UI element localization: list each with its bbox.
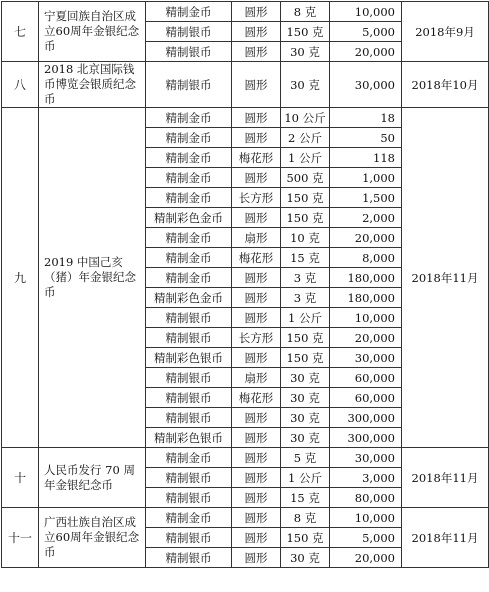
coin-weight: 30 克 [281, 388, 330, 408]
coin-material: 精制金币 [146, 108, 232, 128]
issue-date: 2018年11月 [402, 508, 489, 568]
coin-quantity: 80,000 [330, 488, 402, 508]
coin-material: 精制银币 [146, 488, 232, 508]
coin-shape: 圆形 [232, 348, 281, 368]
coin-material: 精制金币 [146, 2, 232, 22]
coin-material: 精制银币 [146, 22, 232, 42]
coin-quantity: 60,000 [330, 388, 402, 408]
coin-weight: 30 克 [281, 368, 330, 388]
coin-shape: 圆形 [232, 528, 281, 548]
coin-shape: 梅花形 [232, 388, 281, 408]
coin-material: 精制金币 [146, 168, 232, 188]
coin-weight: 150 克 [281, 348, 330, 368]
coin-quantity: 10,000 [330, 508, 402, 528]
table-row [2, 2, 489, 22]
group-number: 十 [2, 448, 39, 508]
coin-shape: 梅花形 [232, 248, 281, 268]
coin-material: 精制银币 [146, 368, 232, 388]
coin-weight: 3 克 [281, 268, 330, 288]
coin-quantity: 20,000 [330, 328, 402, 348]
coin-material: 精制金币 [146, 508, 232, 528]
coin-material: 精制金币 [146, 228, 232, 248]
table-row [2, 108, 489, 128]
coin-weight: 10 公斤 [281, 108, 330, 128]
table-row [2, 508, 489, 528]
coin-quantity: 30,000 [330, 62, 402, 108]
coin-quantity: 20,000 [330, 42, 402, 62]
coin-quantity: 60,000 [330, 368, 402, 388]
coin-quantity: 2,000 [330, 208, 402, 228]
coin-material: 精制银币 [146, 408, 232, 428]
coin-material: 精制彩色金币 [146, 288, 232, 308]
coin-weight: 1 公斤 [281, 148, 330, 168]
coin-material: 精制银币 [146, 388, 232, 408]
coin-material: 精制金币 [146, 188, 232, 208]
group-number: 九 [2, 108, 39, 448]
coin-weight: 1 公斤 [281, 468, 330, 488]
coin-shape: 圆形 [232, 208, 281, 228]
coin-weight: 150 克 [281, 22, 330, 42]
table-row [2, 448, 489, 468]
coin-quantity: 30,000 [330, 448, 402, 468]
coin-weight: 500 克 [281, 168, 330, 188]
coin-material: 精制金币 [146, 448, 232, 468]
coin-quantity: 5,000 [330, 528, 402, 548]
coin-material: 精制银币 [146, 528, 232, 548]
coin-shape: 长方形 [232, 188, 281, 208]
coin-shape: 圆形 [232, 408, 281, 428]
coin-shape: 圆形 [232, 62, 281, 108]
coin-material: 精制彩色银币 [146, 348, 232, 368]
coin-shape: 圆形 [232, 288, 281, 308]
table-body [2, 2, 489, 568]
coin-weight: 1 公斤 [281, 308, 330, 328]
coin-material: 精制金币 [146, 248, 232, 268]
table-row [2, 62, 489, 108]
coin-weight: 150 克 [281, 528, 330, 548]
coin-material: 精制银币 [146, 308, 232, 328]
group-number: 八 [2, 62, 39, 108]
coin-quantity: 30,000 [330, 348, 402, 368]
coin-weight: 3 克 [281, 288, 330, 308]
coin-weight: 30 克 [281, 42, 330, 62]
coin-material: 精制银币 [146, 42, 232, 62]
coin-weight: 150 克 [281, 328, 330, 348]
coin-quantity: 1,000 [330, 168, 402, 188]
coin-weight: 30 克 [281, 408, 330, 428]
coin-quantity: 20,000 [330, 548, 402, 568]
coin-weight: 15 克 [281, 488, 330, 508]
coin-weight: 30 克 [281, 62, 330, 108]
coin-shape: 圆形 [232, 2, 281, 22]
coin-shape: 圆形 [232, 468, 281, 488]
coin-weight: 15 克 [281, 248, 330, 268]
coin-weight: 5 克 [281, 448, 330, 468]
group-number: 十一 [2, 508, 39, 568]
coin-quantity: 50 [330, 128, 402, 148]
coin-project-name: 宁夏回族自治区成立60周年金银纪念币 [39, 2, 146, 62]
coin-material: 精制金币 [146, 268, 232, 288]
coin-weight: 2 公斤 [281, 128, 330, 148]
coin-material: 精制银币 [146, 62, 232, 108]
coin-material: 精制银币 [146, 468, 232, 488]
coin-shape: 圆形 [232, 548, 281, 568]
coin-shape: 长方形 [232, 328, 281, 348]
coin-shape: 圆形 [232, 508, 281, 528]
issue-date: 2018年9月 [402, 2, 489, 62]
coin-shape: 圆形 [232, 488, 281, 508]
coin-material: 精制彩色银币 [146, 428, 232, 448]
coin-shape: 圆形 [232, 428, 281, 448]
coin-shape: 扇形 [232, 368, 281, 388]
coin-shape: 圆形 [232, 268, 281, 288]
coin-quantity: 1,500 [330, 188, 402, 208]
issue-date: 2018年10月 [402, 62, 489, 108]
coin-quantity: 300,000 [330, 428, 402, 448]
coin-issuance-table [1, 1, 489, 568]
coin-quantity: 180,000 [330, 268, 402, 288]
coin-weight: 8 克 [281, 2, 330, 22]
coin-shape: 圆形 [232, 108, 281, 128]
coin-shape: 圆形 [232, 128, 281, 148]
coin-shape: 圆形 [232, 448, 281, 468]
coin-quantity: 118 [330, 148, 402, 168]
group-number: 七 [2, 2, 39, 62]
issue-date: 2018年11月 [402, 108, 489, 448]
coin-weight: 150 克 [281, 188, 330, 208]
coin-shape: 扇形 [232, 228, 281, 248]
coin-weight: 150 克 [281, 208, 330, 228]
coin-shape: 梅花形 [232, 148, 281, 168]
coin-quantity: 300,000 [330, 408, 402, 428]
coin-quantity: 10,000 [330, 2, 402, 22]
coin-material: 精制金币 [146, 148, 232, 168]
coin-weight: 10 克 [281, 228, 330, 248]
coin-material: 精制银币 [146, 328, 232, 348]
issue-date: 2018年11月 [402, 448, 489, 508]
coin-shape: 圆形 [232, 308, 281, 328]
coin-shape: 圆形 [232, 168, 281, 188]
coin-weight: 30 克 [281, 548, 330, 568]
coin-project-name: 人民币发行 70 周年金银纪念币 [39, 448, 146, 508]
coin-material: 精制金币 [146, 128, 232, 148]
coin-material: 精制彩色金币 [146, 208, 232, 228]
coin-project-name: 广西壮族自治区成立60周年金银纪念币 [39, 508, 146, 568]
coin-quantity: 18 [330, 108, 402, 128]
coin-project-name: 2019 中国己亥（猪）年金银纪念币 [39, 108, 146, 448]
coin-quantity: 20,000 [330, 228, 402, 248]
coin-shape: 圆形 [232, 22, 281, 42]
coin-weight: 30 克 [281, 428, 330, 448]
coin-quantity: 5,000 [330, 22, 402, 42]
coin-quantity: 10,000 [330, 308, 402, 328]
coin-shape: 圆形 [232, 42, 281, 62]
coin-quantity: 3,000 [330, 468, 402, 488]
coin-quantity: 180,000 [330, 288, 402, 308]
coin-weight: 8 克 [281, 508, 330, 528]
coin-project-name: 2018 北京国际钱币博览会银质纪念币 [39, 62, 146, 108]
coin-material: 精制银币 [146, 548, 232, 568]
coin-quantity: 8,000 [330, 248, 402, 268]
